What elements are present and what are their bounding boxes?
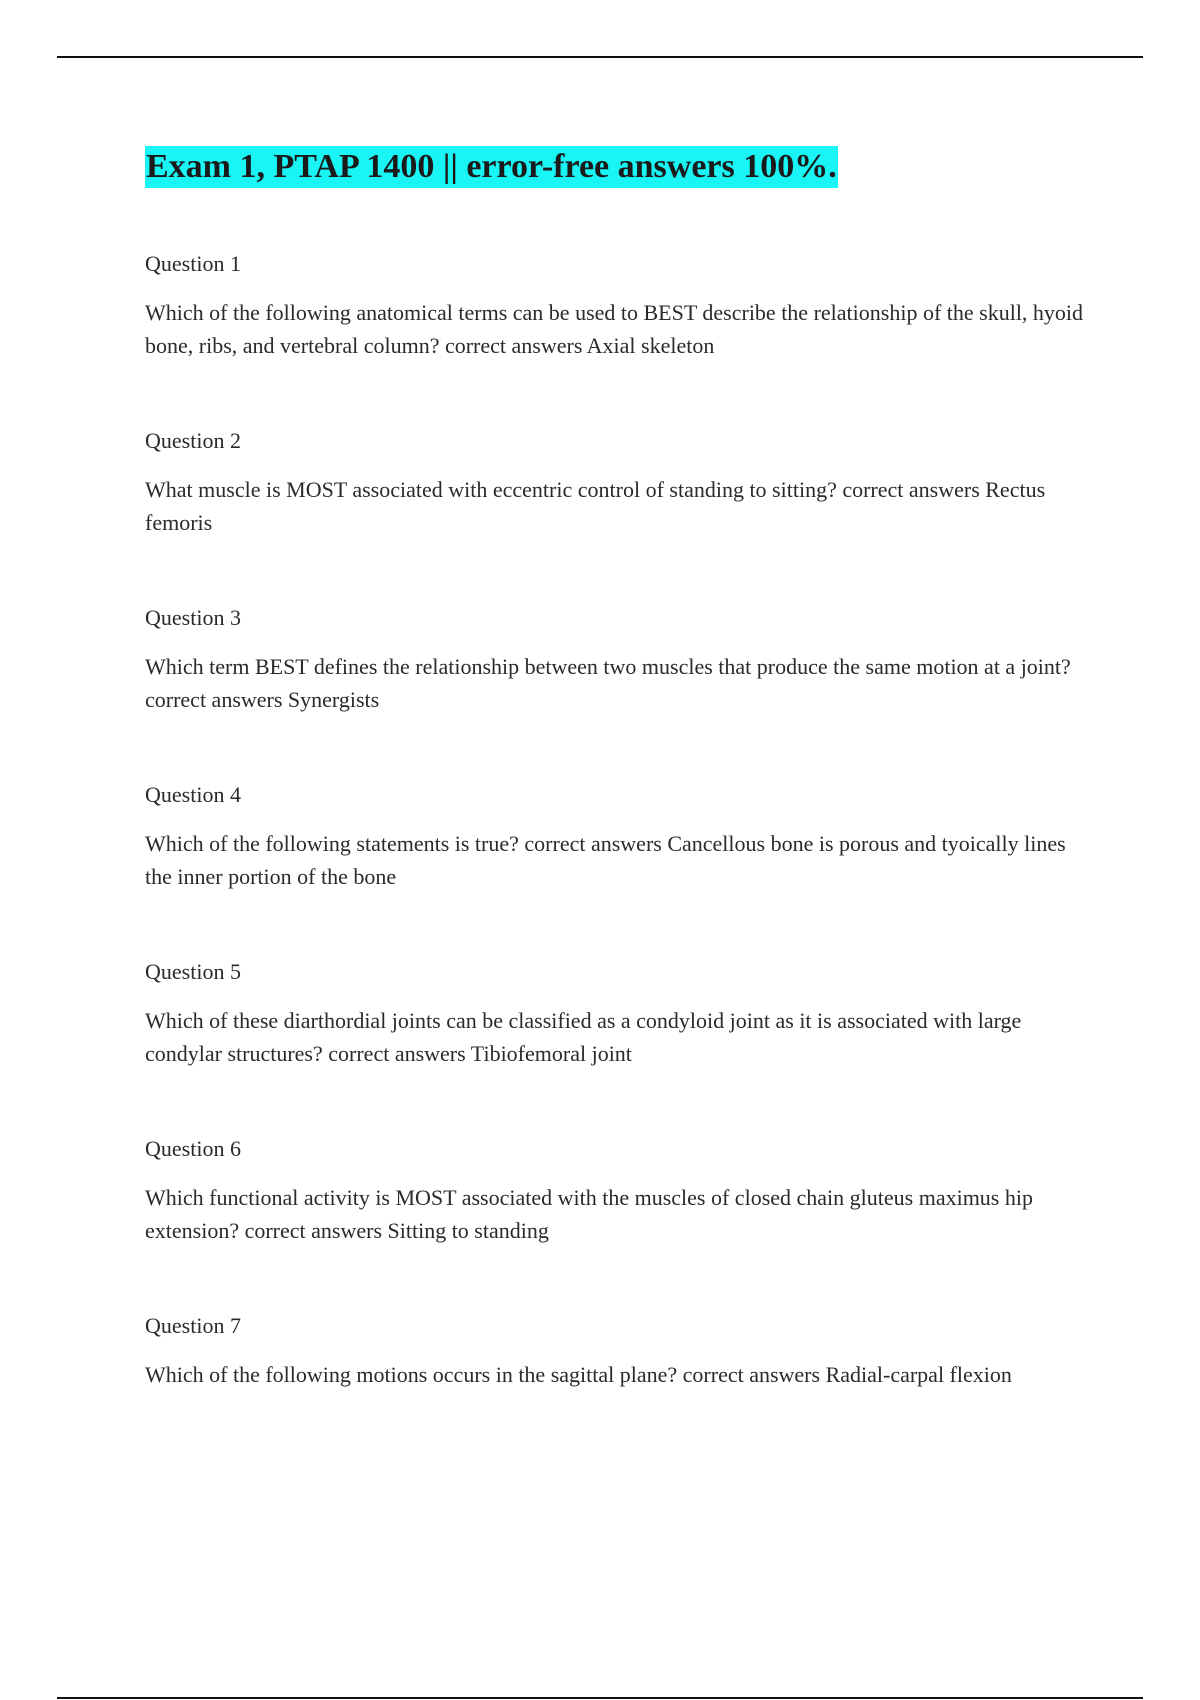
question-text: Which of these diarthordial joints can be classified as a condyloid joint as it is associated with large condylar structures? correct answers Tibiofemoral joint: [145, 1008, 1022, 1066]
question-item: [145, 1135, 1095, 1312]
question-text: What muscle is MOST associated with eccentric control of standing to sitting? correct answers Rectus femoris: [145, 477, 1046, 535]
question-heading: Question 6: [145, 1136, 241, 1161]
question-item: [145, 1312, 1095, 1489]
question-item: [145, 250, 1095, 427]
question-heading: Question 3: [145, 605, 241, 630]
question-heading: Question 5: [145, 959, 241, 984]
header-rule: [57, 56, 1143, 58]
question-item: [145, 958, 1095, 1135]
question-item: [145, 604, 1095, 781]
question-text: Which term BEST defines the relationship between two muscles that produce the same motion at a joint? correct answers Synergists: [145, 654, 1071, 712]
question-text: Which functional activity is MOST associated with the muscles of closed chain gluteus maximus hip extension? correct answers Sitting to standing: [145, 1185, 1033, 1243]
question-item: [145, 781, 1095, 958]
question-text: Which of the following motions occurs in the sagittal plane? correct answers Radial-carpal flexion: [145, 1362, 1012, 1387]
question-heading: Question 2: [145, 428, 241, 453]
question-item: [145, 427, 1095, 604]
question-heading: Question 7: [145, 1313, 241, 1338]
document-title: Exam 1, PTAP 1400 || error-free answers 100%.: [145, 146, 838, 188]
question-heading: Question 4: [145, 782, 241, 807]
footer-rule: [57, 1697, 1143, 1699]
question-list: [145, 250, 1095, 1489]
question-text: Which of the following anatomical terms can be used to BEST describe the relationship of the skull, hyoid bone, ribs, and vertebral column? correct answers Axial skeleton: [145, 300, 1084, 358]
question-text: Which of the following statements is true? correct answers Cancellous bone is porous and tyoically lines the inner portion of the bone: [145, 831, 1066, 889]
title-block: [145, 146, 838, 188]
question-heading: Question 1: [145, 251, 241, 276]
